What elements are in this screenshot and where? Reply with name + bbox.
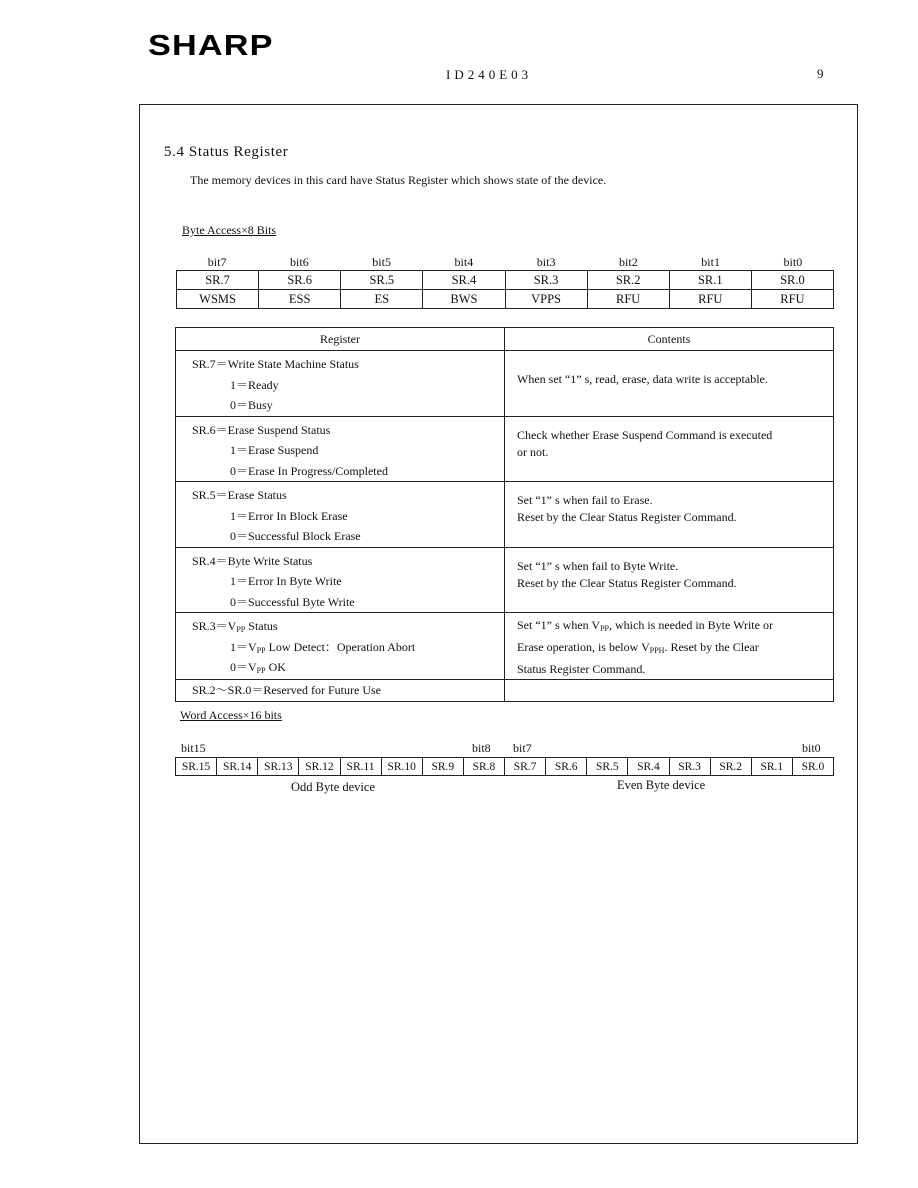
contents-cell xyxy=(505,613,834,680)
register-row xyxy=(177,271,834,290)
register-line: $1=V_{PP}$ Low Detect：Operation Abort xyxy=(230,639,416,655)
table-header-row xyxy=(176,328,834,351)
register-line: SR.5＝Erase Status xyxy=(192,488,287,502)
register-cell xyxy=(176,613,505,680)
bit-header: bit15 xyxy=(181,741,206,755)
register-line: SR.6＝Erase Suspend Status xyxy=(192,422,331,437)
register-cell: SR.9 xyxy=(422,758,463,776)
contents-line: Reset by the Clear Status Register Command. xyxy=(517,575,737,590)
byte-bit-headers xyxy=(176,255,834,269)
register-cell: SR.5 xyxy=(341,271,423,290)
name-cell: VPPS xyxy=(505,290,587,309)
register-cell: SR.8 xyxy=(463,758,504,776)
contents-line: Set “1” s when fail to Erase. xyxy=(517,493,653,507)
register-cell xyxy=(176,680,505,702)
register-line: 1＝Erase Suspend xyxy=(230,443,319,457)
bit-header: bit8 xyxy=(472,741,491,755)
register-cell: SR.7 xyxy=(177,271,259,290)
sharp-logo: SHARP xyxy=(148,30,274,62)
contents-column-header: Contents xyxy=(505,328,834,351)
bit-header: bit4 xyxy=(454,255,474,269)
table-row xyxy=(176,680,834,702)
document-id: ID240E03 xyxy=(446,67,533,82)
register-cell: SR.2 xyxy=(710,758,751,776)
name-cell: ES xyxy=(341,290,423,309)
intro-text: The memory devices in this card have Status Register which shows state of the device. xyxy=(190,173,607,187)
contents-line: Reset by the Clear Status Register Command. xyxy=(517,510,737,524)
register-cell: SR.13 xyxy=(258,758,299,776)
word-bit-headers xyxy=(176,741,834,755)
register-cell xyxy=(176,482,505,548)
bit-header: bit2 xyxy=(619,255,638,269)
register-cell: SR.12 xyxy=(299,758,340,776)
contents-cell xyxy=(505,416,834,482)
contents-line: Set “1” s when $V_{PP}$, which is needed in Byte Write or xyxy=(517,618,773,633)
bit-header: bit7 xyxy=(207,255,227,269)
name-cell: RFU xyxy=(587,290,669,309)
page-number: 9 xyxy=(817,66,824,81)
bit-header: bit5 xyxy=(372,255,391,269)
register-line: $0=V_{PP}$ OK xyxy=(230,660,286,675)
register-cell: SR.4 xyxy=(628,758,669,776)
even-byte-label: Even Byte device xyxy=(617,778,706,792)
register-cell: SR.3 xyxy=(505,271,587,290)
register-cell: SR.3 xyxy=(669,758,710,776)
register-line: $SR.3=V_{PP}$ Status xyxy=(192,619,278,634)
name-cell: ESS xyxy=(259,290,341,309)
contents-line: or not. xyxy=(517,444,549,459)
register-line: 1＝Error In Block Erase xyxy=(230,508,348,523)
name-cell: WSMS xyxy=(177,290,259,309)
register-cell: SR.11 xyxy=(340,758,381,776)
register-cell: SR.2 xyxy=(587,271,669,290)
bit-header: bit0 xyxy=(783,255,803,269)
section-title: 5.4 Status Register xyxy=(164,144,289,160)
register-line: 1＝Ready xyxy=(230,377,279,392)
register-cell: SR.14 xyxy=(217,758,258,776)
contents-cell xyxy=(505,547,834,613)
register-cell: SR.1 xyxy=(751,758,792,776)
byte-access-label: Byte Access×8 Bits xyxy=(182,223,277,237)
contents-line: When set “1” s, read, erase, data write is acceptable. xyxy=(517,372,768,386)
table-row xyxy=(176,351,834,417)
register-line: SR.2～SR.0＝Reserved for Future Use xyxy=(192,683,381,697)
register-cell: SR.6 xyxy=(259,271,341,290)
contents-line: Set “1” s when fail to Byte Write. xyxy=(517,558,679,573)
contents-line: Check whether Erase Suspend Command is executed xyxy=(517,427,773,442)
contents-cell xyxy=(505,680,834,702)
bit-header: bit3 xyxy=(536,255,556,269)
register-line: SR.7＝Write State Machine Status xyxy=(192,357,359,371)
register-cell: SR.5 xyxy=(587,758,628,776)
name-row xyxy=(177,290,834,309)
register-cell xyxy=(176,547,505,613)
register-line: 0＝Busy xyxy=(230,398,273,412)
register-line: 0＝Successful Byte Write xyxy=(230,594,355,609)
register-cell: SR.0 xyxy=(751,271,833,290)
word-access-label: Word Access×16 bits xyxy=(180,708,282,722)
register-line: 0＝Successful Block Erase xyxy=(230,529,361,543)
register-cell xyxy=(176,416,505,482)
contents-cell xyxy=(505,482,834,548)
odd-byte-label: Odd Byte device xyxy=(291,780,376,794)
contents-line: Erase operation, is below $V_{PPH}$. Reset by the Clear xyxy=(517,640,759,655)
register-column-header: Register xyxy=(176,328,505,351)
name-cell: RFU xyxy=(669,290,751,309)
table-row xyxy=(176,416,834,482)
register-cell xyxy=(176,351,505,417)
register-line: SR.4＝Byte Write Status xyxy=(192,553,313,568)
register-line: 0＝Erase In Progress/Completed xyxy=(230,463,388,478)
table-row xyxy=(176,482,834,548)
register-cell: SR.7 xyxy=(505,758,546,776)
register-row xyxy=(176,758,834,776)
register-cell: SR.4 xyxy=(423,271,505,290)
table-row xyxy=(176,547,834,613)
register-line: 1＝Error In Byte Write xyxy=(230,574,342,588)
word-register-table xyxy=(175,757,834,776)
table-row xyxy=(176,613,834,680)
byte-register-table xyxy=(176,270,834,309)
register-cell: SR.1 xyxy=(669,271,751,290)
name-cell: RFU xyxy=(751,290,833,309)
register-cell: SR.15 xyxy=(176,758,217,776)
bit-header: bit7 xyxy=(513,741,532,755)
register-description-table xyxy=(175,327,834,702)
contents-line: Status Register Command. xyxy=(517,662,646,676)
register-cell: SR.10 xyxy=(381,758,422,776)
register-cell: SR.6 xyxy=(546,758,587,776)
bit-header: bit0 xyxy=(802,741,821,755)
register-cell: SR.0 xyxy=(792,758,833,776)
name-cell: BWS xyxy=(423,290,505,309)
contents-cell xyxy=(505,351,834,417)
bit-header: bit6 xyxy=(290,255,309,269)
bit-header: bit1 xyxy=(701,255,720,269)
